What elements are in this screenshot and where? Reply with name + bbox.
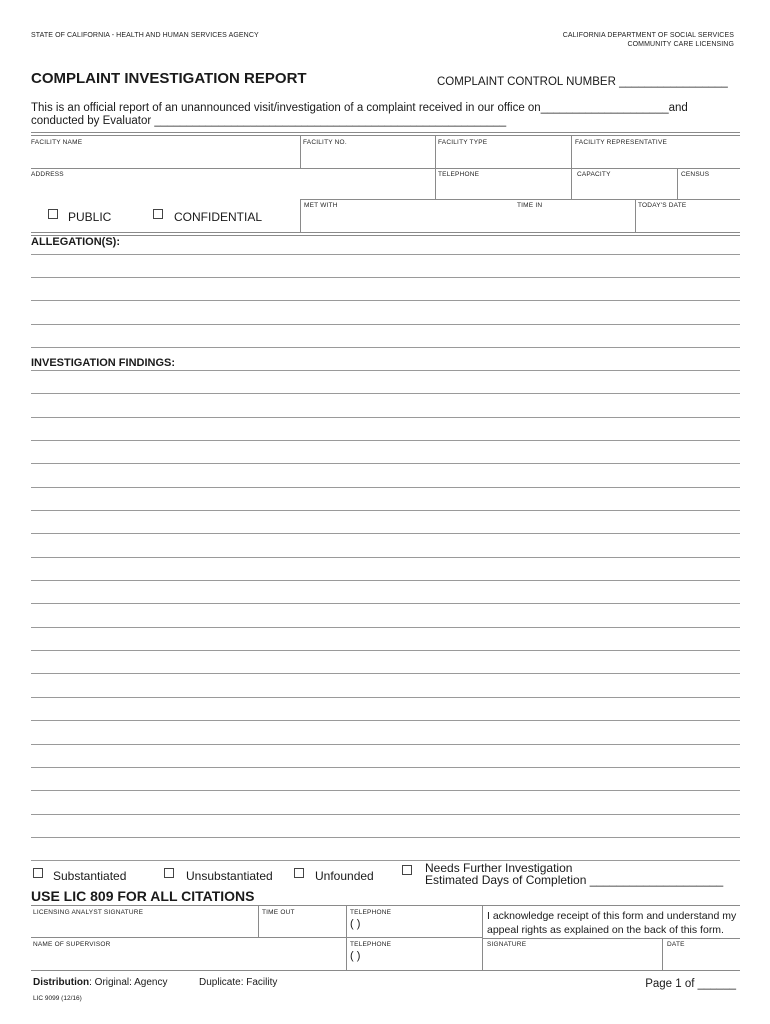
- date-label: DATE: [667, 941, 685, 948]
- supervisor-field[interactable]: [31, 938, 346, 970]
- findings-text-area[interactable]: [31, 368, 740, 863]
- facility-no-label: FACILITY NO.: [303, 139, 347, 146]
- todays-date-field[interactable]: [636, 199, 740, 232]
- date-field[interactable]: [663, 939, 740, 970]
- ruled-line: [31, 650, 740, 651]
- ruled-line: [31, 557, 740, 558]
- substantiated-label: Substantiated: [53, 869, 127, 883]
- facility-type-field[interactable]: [436, 135, 571, 168]
- distribution-original: : Original: Agency: [89, 977, 168, 988]
- divider: [31, 132, 740, 133]
- analyst-signature-label: LICENSING ANALYST SIGNATURE: [33, 909, 144, 916]
- acknowledge-line-1: I acknowledge receipt of this form and understand my: [487, 910, 737, 922]
- ruled-line: [31, 463, 740, 464]
- telephone-2-parens: ( ): [350, 950, 361, 962]
- form-id: LIC 9099 (12/16): [33, 995, 82, 1002]
- telephone-2-label: TELEPHONE: [350, 941, 392, 948]
- census-field[interactable]: [678, 168, 740, 199]
- census-label: CENSUS: [681, 171, 710, 178]
- confidential-checkbox[interactable]: [153, 209, 163, 219]
- public-checkbox[interactable]: [48, 209, 58, 219]
- ruled-line: [31, 790, 740, 791]
- control-number-field[interactable]: COMPLAINT CONTROL NUMBER _________________: [437, 76, 728, 88]
- divider: [31, 232, 740, 233]
- citations-note: USE LIC 809 FOR ALL CITATIONS: [31, 888, 255, 904]
- ruled-line: [31, 673, 740, 674]
- divider: [31, 235, 740, 236]
- confidential-label: CONFIDENTIAL: [174, 210, 263, 224]
- ruled-line: [31, 440, 740, 441]
- distribution-line: [33, 977, 167, 988]
- allegations-heading: ALLEGATION(S):: [31, 236, 121, 248]
- ruled-line: [31, 300, 740, 301]
- distribution-duplicate: Duplicate: Facility: [199, 977, 278, 988]
- facility-type-label: FACILITY TYPE: [438, 139, 488, 146]
- divider: [31, 970, 740, 971]
- ruled-line: [31, 324, 740, 325]
- distribution-label: Distribution: [33, 977, 90, 988]
- time-in-field[interactable]: [512, 199, 635, 232]
- intro-line-2: conducted by Evaluator _______________________________________________________: [31, 115, 507, 127]
- ruled-line: [31, 393, 740, 394]
- ruled-line: [31, 417, 740, 418]
- needs-further-label: Needs Further Investigation: [425, 861, 573, 875]
- met-with-field[interactable]: [301, 199, 511, 232]
- unfounded-label: Unfounded: [315, 869, 374, 883]
- telephone-2-field[interactable]: [347, 938, 482, 970]
- ruled-line: [31, 837, 740, 838]
- agency-left: STATE OF CALIFORNIA - HEALTH AND HUMAN SERVICES AGENCY: [31, 32, 259, 39]
- ruled-line: [31, 860, 740, 861]
- ruled-line: [31, 697, 740, 698]
- intro-line-1: This is an official report of an unannounced visit/investigation of a complaint received in our office on____________________and: [31, 102, 688, 114]
- signature-field[interactable]: [483, 939, 662, 970]
- facility-name-field[interactable]: [31, 135, 300, 168]
- acknowledge-line-2: appeal rights as explained on the back of this form.: [487, 924, 724, 936]
- ruled-line: [31, 510, 740, 511]
- telephone-1-label: TELEPHONE: [350, 909, 392, 916]
- facility-representative-label: FACILITY REPRESENTATIVE: [575, 139, 668, 146]
- met-with-label: MET WITH: [304, 202, 338, 209]
- findings-heading: INVESTIGATION FINDINGS:: [31, 357, 176, 369]
- ruled-line: [31, 580, 740, 581]
- facility-no-field[interactable]: [301, 135, 435, 168]
- telephone-1-parens: ( ): [350, 918, 361, 930]
- capacity-label: CAPACITY: [577, 171, 611, 178]
- analyst-signature-field[interactable]: [31, 905, 258, 937]
- unsubstantiated-checkbox[interactable]: [164, 868, 174, 878]
- signature-label: SIGNATURE: [487, 941, 527, 948]
- unfounded-checkbox[interactable]: [294, 868, 304, 878]
- page-of: Page 1 of ______: [645, 978, 736, 990]
- estimated-days-field[interactable]: Estimated Days of Completion ____________________: [425, 873, 724, 887]
- ruled-line: [31, 744, 740, 745]
- ruled-line: [31, 603, 740, 604]
- facility-name-label: FACILITY NAME: [31, 139, 83, 146]
- agency-right-2: COMMUNITY CARE LICENSING: [627, 41, 734, 48]
- telephone-field[interactable]: [436, 168, 571, 199]
- unsubstantiated-label: Unsubstantiated: [186, 869, 273, 883]
- todays-date-label: TODAY'S DATE: [638, 202, 687, 209]
- page-title: COMPLAINT INVESTIGATION REPORT: [31, 70, 307, 87]
- time-out-label: TIME OUT: [262, 909, 295, 916]
- time-in-label: TIME IN: [517, 202, 543, 209]
- ruled-line: [31, 347, 740, 348]
- ruled-line: [31, 720, 740, 721]
- ruled-line: [31, 254, 740, 255]
- telephone-1-field[interactable]: [347, 905, 482, 937]
- needs-further-checkbox[interactable]: [402, 865, 412, 875]
- ruled-line: [31, 814, 740, 815]
- ruled-line: [31, 767, 740, 768]
- address-label: ADDRESS: [31, 171, 64, 178]
- agency-right-1: CALIFORNIA DEPARTMENT OF SOCIAL SERVICES: [562, 32, 734, 39]
- address-field[interactable]: [31, 168, 435, 199]
- ruled-line: [31, 370, 740, 371]
- facility-representative-field[interactable]: [572, 135, 740, 168]
- substantiated-checkbox[interactable]: [33, 868, 43, 878]
- public-label: PUBLIC: [68, 210, 112, 224]
- ruled-line: [31, 487, 740, 488]
- capacity-field[interactable]: [572, 168, 677, 199]
- telephone-label: TELEPHONE: [438, 171, 480, 178]
- ruled-line: [31, 627, 740, 628]
- ruled-line: [31, 533, 740, 534]
- time-out-field[interactable]: [259, 905, 346, 937]
- supervisor-label: NAME OF SUPERVISOR: [33, 941, 111, 948]
- ruled-line: [31, 277, 740, 278]
